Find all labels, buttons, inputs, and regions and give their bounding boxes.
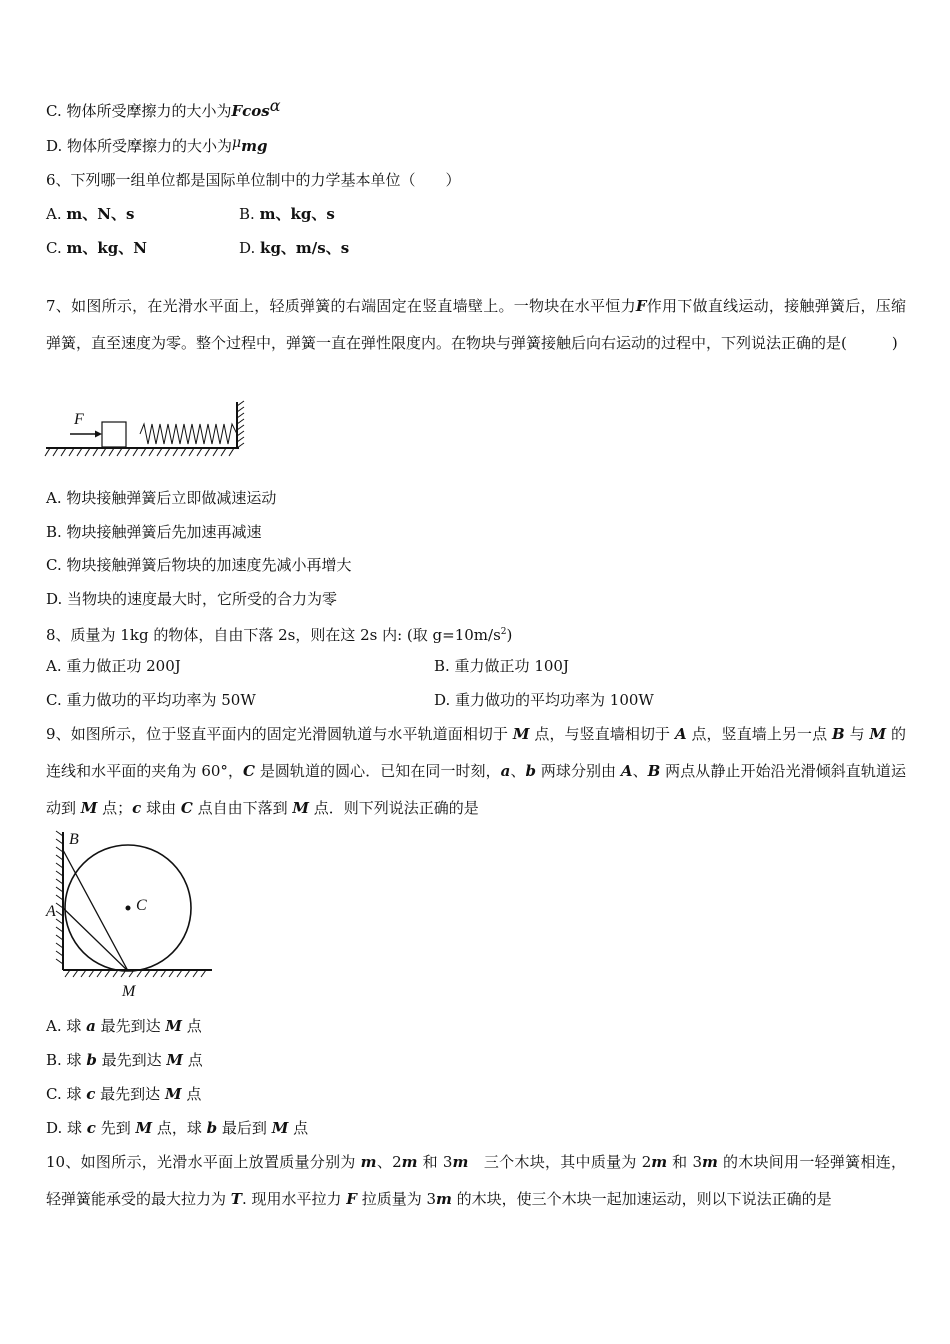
- q9-option-a: [46, 1016, 202, 1036]
- text-segment: 点．则下列说法正确的是: [308, 799, 479, 817]
- text-segment: 的木块，使三个木块一起加速运动，则以下说法正确的是: [451, 1190, 832, 1208]
- text-segment: D. 球: [46, 1119, 87, 1137]
- text-segment: b: [525, 762, 537, 780]
- text-segment: 点: [288, 1119, 309, 1137]
- text-segment: m: [452, 1153, 469, 1171]
- q8-stem-end: ): [506, 626, 513, 644]
- text-segment: 三个木块，其中质量为 2: [468, 1153, 652, 1171]
- q6-option-b: [239, 204, 335, 224]
- text-segment: 、2: [376, 1153, 402, 1171]
- q9-option-b: [46, 1050, 203, 1070]
- q6-option-a-label: A.: [46, 205, 62, 223]
- text-segment: c: [86, 1085, 96, 1103]
- text-segment: 点: [182, 1051, 203, 1069]
- text-segment: B: [647, 762, 661, 780]
- text-segment: M: [869, 725, 887, 743]
- q5-option-d-formula: mg: [241, 137, 268, 155]
- q7-stem-force: F: [635, 297, 647, 315]
- q7-option-b: B. 物块接触弹簧后先加速再减速: [46, 523, 262, 541]
- text-segment: 的连线和水平面的夹角为 60°，: [46, 725, 906, 780]
- q8-option-c: C. 重力做功的平均功率为 50W: [46, 691, 256, 709]
- text-segment: 、: [632, 762, 648, 780]
- q6-option-c-label: C.: [46, 239, 62, 257]
- text-segment: C: [243, 762, 255, 780]
- q9-option-d: [46, 1118, 308, 1138]
- text-segment: 点，与竖直墙相切于: [529, 725, 675, 743]
- text-segment: A: [674, 725, 687, 743]
- q8-stem-text: 8、质量为 1kg 的物体，自由下落 2s，则在这 2s 内: (取 g=10m/s: [46, 626, 501, 644]
- text-segment: 的木块间用一轻弹簧相连，轻弹簧能承受的最大拉力为: [46, 1153, 906, 1208]
- text-segment: b: [86, 1051, 97, 1069]
- text-segment: B: [832, 725, 845, 743]
- q7-option-a: A. 物块接触弹簧后立即做减速运动: [46, 489, 277, 507]
- q6-option-c-text: m、kg、N: [66, 239, 147, 257]
- text-segment: M: [165, 1017, 183, 1035]
- q6-option-d-text: kg、m/s、s: [260, 239, 350, 257]
- text-segment: b: [206, 1119, 218, 1137]
- q5-option-d-symbol: μ: [232, 135, 242, 151]
- text-segment: 9、如图所示，位于竖直平面内的固定光滑圆轨道与水平轨道面相切于: [46, 725, 513, 743]
- text-segment: 拉质量为 3: [356, 1190, 437, 1208]
- q10-stem: [46, 1144, 906, 1218]
- q7-stem-part2: 作用下做直线运动，接触弹簧后，压缩弹簧，直至速度为零。整个过程中，弹簧一直在弹性限度内。在物块与弹簧接触后向右运动的过程中，下列说法正确的是( ): [46, 297, 906, 352]
- text-segment: 两球分别由: [536, 762, 621, 780]
- text-segment: M: [135, 1119, 153, 1137]
- q8-option-b: B. 重力做正功 100J: [434, 657, 569, 675]
- text-segment: 最先到达: [95, 1085, 165, 1103]
- text-segment: T: [230, 1190, 242, 1208]
- text-segment: 点；: [97, 799, 133, 817]
- text-segment: 最先到达: [96, 1051, 167, 1069]
- text-segment: 两点从静止开始沿光滑倾斜直轨道运动到: [46, 762, 906, 817]
- text-segment: M: [292, 799, 309, 817]
- q7-stem-part1: 7、如图所示，在光滑水平面上，轻质弹簧的右端固定在竖直墙壁上。一物块在水平恒力: [46, 297, 636, 315]
- q6-option-a: [46, 204, 134, 224]
- text-segment: 点自由下落到: [192, 799, 293, 817]
- q8-stem: [46, 622, 512, 645]
- text-segment: a: [86, 1017, 96, 1035]
- text-segment: 和 3: [667, 1153, 703, 1171]
- q7-option-d: D. 当物块的速度最大时，它所受的合力为零: [46, 590, 338, 608]
- text-segment: F: [346, 1190, 357, 1208]
- text-segment: M: [166, 1051, 183, 1069]
- q5-option-c: [46, 96, 281, 121]
- text-segment: C: [180, 799, 193, 817]
- text-segment: 10、如图所示，光滑水平面上放置质量分别为: [46, 1153, 361, 1171]
- text-segment: m: [360, 1153, 377, 1171]
- text-segment: M: [271, 1119, 289, 1137]
- q7-figure-force-label: F: [74, 411, 84, 428]
- q9-figure-label-b: B: [69, 831, 79, 848]
- q8-option-d: D. 重力做功的平均功率为 100W: [434, 691, 654, 709]
- q9-figure-label-c: C: [136, 897, 147, 914]
- text-segment: M: [512, 725, 530, 743]
- q5-option-d: [46, 136, 268, 157]
- text-segment: M: [164, 1085, 182, 1103]
- q9-figure-label-a: A: [46, 903, 56, 920]
- q7-option-c: C. 物块接触弹簧后物块的加速度先减小再增大: [46, 556, 352, 574]
- text-segment: 球由: [141, 799, 181, 817]
- text-segment: 最后到: [217, 1119, 272, 1137]
- q6-option-b-label: B.: [239, 205, 255, 223]
- text-segment: A. 球: [46, 1017, 87, 1035]
- q5-option-c-text: C. 物体所受摩擦力的大小为: [46, 102, 232, 120]
- q7-spring-figure: [44, 400, 249, 460]
- q6-option-d: [239, 238, 349, 258]
- q8-option-a: A. 重力做正功 200J: [46, 657, 181, 675]
- text-segment: 与: [844, 725, 870, 743]
- q6-stem: 6、下列哪一组单位都是国际单位制中的力学基本单位（ ）: [46, 171, 461, 189]
- q6-option-d-label: D.: [239, 239, 256, 257]
- text-segment: 点，竖直墙上另一点: [686, 725, 833, 743]
- q9-circle-track-figure: [44, 828, 219, 1003]
- q5-option-c-formula: Fcos: [231, 102, 270, 120]
- text-segment: 点，球: [152, 1119, 207, 1137]
- text-segment: 是圆轨道的圆心．已知在同一时刻，: [255, 762, 501, 780]
- q6-option-b-text: m、kg、s: [259, 205, 335, 223]
- text-segment: a: [500, 762, 511, 780]
- q9-option-c: [46, 1084, 201, 1104]
- q6-option-c: [46, 238, 147, 258]
- q5-option-c-symbol: α: [269, 96, 281, 115]
- text-segment: M: [80, 799, 98, 817]
- text-segment: 最先到达: [95, 1017, 166, 1035]
- text-segment: B. 球: [46, 1051, 87, 1069]
- text-segment: C. 球: [46, 1085, 87, 1103]
- text-segment: 点: [182, 1017, 202, 1035]
- q5-option-d-text: D. 物体所受摩擦力的大小为: [46, 137, 233, 155]
- text-segment: c: [132, 799, 142, 817]
- text-segment: 点: [181, 1085, 202, 1103]
- text-segment: m: [702, 1153, 718, 1171]
- text-segment: . 现用水平拉力: [241, 1190, 347, 1208]
- text-segment: 、: [510, 762, 526, 780]
- text-segment: A: [620, 762, 633, 780]
- q8-stem-superscript: 2: [500, 627, 507, 637]
- q9-figure-label-m: M: [122, 983, 136, 1000]
- text-segment: m: [651, 1153, 668, 1171]
- text-segment: c: [86, 1119, 96, 1137]
- q7-stem: [46, 288, 906, 362]
- text-segment: 先到: [95, 1119, 136, 1137]
- text-segment: 和 3: [417, 1153, 453, 1171]
- text-segment: m: [401, 1153, 418, 1171]
- q6-option-a-text: m、N、s: [66, 205, 135, 223]
- q9-stem: [46, 716, 906, 827]
- text-segment: m: [436, 1190, 452, 1208]
